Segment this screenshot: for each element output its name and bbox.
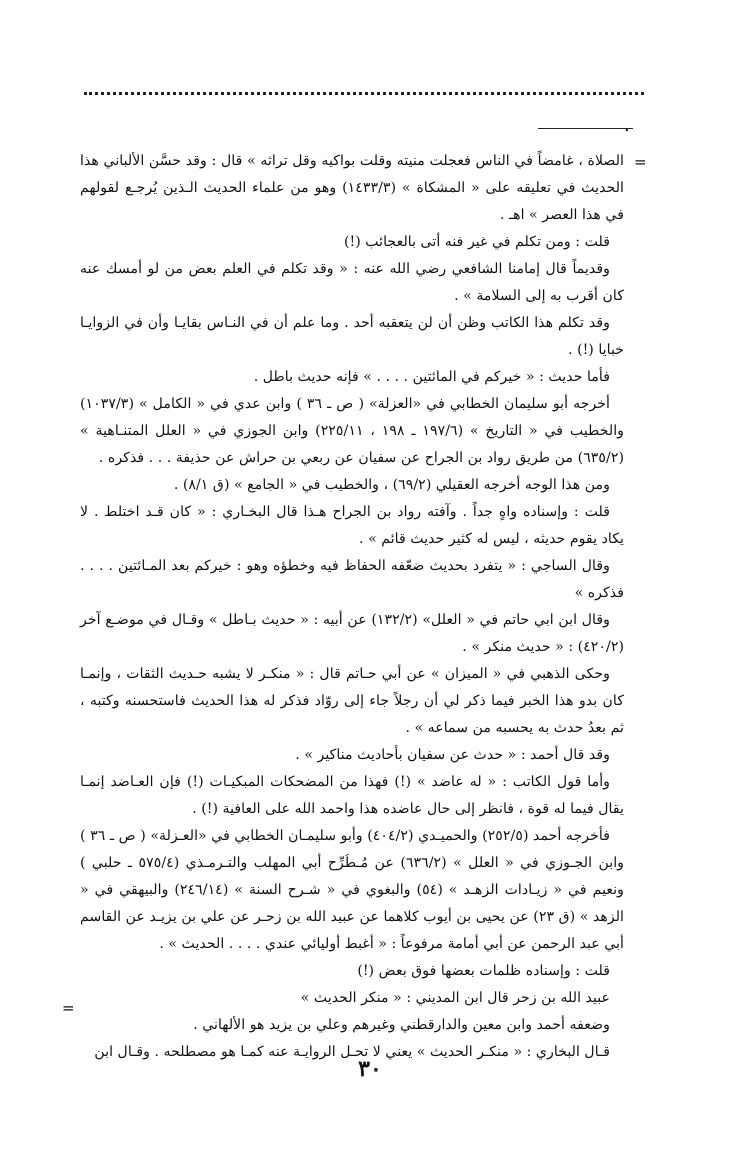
paragraph: وقال الساجي : « يتفرد بحديث ضعّفه الحفاظ فيه وخطؤه وهو : خيركم بعد المـائتين . . . . فذكره » — [80, 558, 624, 601]
continuation-mark: . — [624, 115, 630, 136]
footnote-start-mark: = — [634, 153, 647, 171]
paragraph: فأما حديث : « خيركم في المائتين . . . . » فإنه حديث باطل . — [253, 369, 610, 385]
paragraph: وقال ابن ابي حاتم في « العلل» (١٣٢/٢) عن أبيه : « حديث بـاطل » وقـال في موضـع آخر (٤٢٠/٢) : « حديث منكر » . — [80, 612, 624, 655]
paragraph: وقد قال أحمد : « حدث عن سفيان بأحاديث مناكير » . — [295, 747, 610, 763]
paragraph: قلت : وإسناده واهٍ جداً . وآفته رواد بن الجراح هـذا قال البخـاري : « كان قـد اختلط . لا يكاد يقوم حديثه ، ليس له كثير حديث قائم » . — [80, 504, 624, 547]
footnote-body — [80, 148, 624, 1066]
paragraph: ومن هذا الوجه أخرجه العقيلي (٦٩/٢) ، والخطيب في « الجامع » (ق ٨/١) . — [173, 477, 610, 493]
paragraph: قـال البخاري : « منكـر الحديث » يعني لا تحـل الروايـة عنه كمـا هو مصطلحه . وقـال ابن — [94, 1044, 610, 1060]
paragraph: وقد تكلم هذا الكاتب وظن أن لن يتعقبه أحد . وما علم أن في النـاس بقايـا وأن في الزوايـا خبايا (!) . — [80, 315, 624, 358]
dotted-separator — [84, 92, 644, 95]
page-number: ٣٠ — [358, 1056, 382, 1082]
paragraph: وقديماً قال إمامنا الشافعي رضي الله عنه : « وقد تكلم في العلم بعض من لو أمسك عنه كان أقرب به إلى السلامة » . — [80, 261, 624, 304]
paragraph: وضعفه أحمد وابن معين والدارقطني وغيرهم وعلي بن يزيد هو الألهاني . — [193, 1017, 610, 1033]
paragraph: أخرجه أبو سليمان الخطابي في «العزلة» ( ص ـ ٣٦ ) وابن عدي في « الكامل » (١٠٣٧/٣) والخطيب في « التاريخ » (١٩٧/٦ ـ ١٩٨ ، ٢٢٥/١١) وابن الجوزي في « العلل المتنـاهية » (٦٣٥/٢) من طريق رواد بن الجراح عن سفيان عن ربعي بن حراش عن حذيفة . . . فذكره . — [80, 396, 624, 466]
paragraph: وأما قول الكاتب : « له عاضد » (!) فهذا من المضحكات المبكيـات (!) فإن العـاضد إنمـا يقال فيما له قوة ، فانظر إلى حال عاضده هذا واحمد الله على العافية (!) . — [80, 774, 624, 817]
paragraph: وحكى الذهبي في « الميزان » عن أبي حـاتم قال : « منكـر لا يشبه حـديث الثقات ، وإنمـا كان بدو هذا الخبر فيما ذكر لي أن رجلاً جاء إلى روّاد فذكر له هذا الحديث فاستحسنه وكتبه ، ثم بعدُ حدث به يحسبه من سماعه » . — [80, 666, 624, 736]
paragraph: قلت : ومن تكلم في غير فنه أتى بالعجائب (!) — [343, 234, 610, 250]
footnote-end-mark: = — [62, 999, 75, 1017]
paragraph: الصلاة ، غامضاً في الناس فعجلت منيته وقلت بواكيه وقل تراثه » قال : وقد حسَّن الألباني هذا الحديث في تعليقه على « المشكاة » (١٤٣٣/٣) وهو من علماء الحديث الـذين يُرجـع لقولهم في هذا العصر » اهـ . — [80, 153, 624, 223]
paragraph: فأخرجه أحمد (٢٥٢/٥) والحميـدي (٤٠٤/٢) وأبو سليمـان الخطابي في «العـزلة» ( ص ـ ٣٦ ) وابن الجـوزي في « العلل » (٦٣٦/٢) عن مُـطَرِّح أبي المهلب والتـرمـذي (٥٧٥/٤ ـ حلبي ) ونعيم في « زيـادات الزهـد » (٥٤) والبغوي في « شـرح السنة » (٢٤٦/١٤) والبيهقي في « الزهد » (ق ٢٣) عن يحيى بن أيوب كلاهما عن عبيد الله بن زحـر عن علي بن يزيـد عن القاسم أبي عبد الرحمن عن أبي أمامة مرفوعاً : « أغبط أوليائي عندي . . . . الحديث » . — [80, 828, 624, 952]
paragraph: عبيد الله بن زحر قال ابن المديني : « منكر الحديث » — [300, 990, 610, 1006]
paragraph: قلت : وإسناده ظلمات بعضها فوق بعض (!) — [357, 963, 610, 979]
footnote-rule — [538, 128, 633, 129]
